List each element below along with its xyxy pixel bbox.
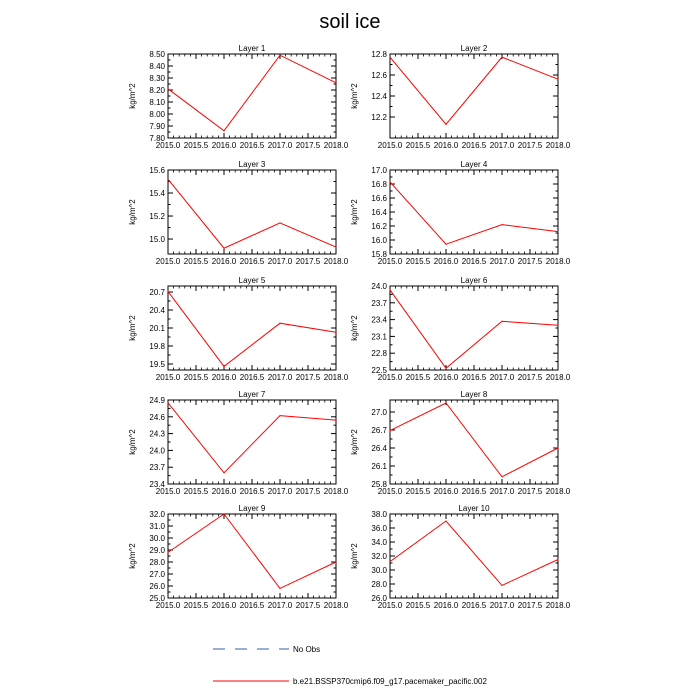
- y-axis-label: kg/m^2: [128, 83, 137, 109]
- x-tick-label: 2016.0: [433, 373, 459, 382]
- x-tick-label: 2017.5: [295, 141, 321, 150]
- panel-title: Layer 5: [238, 276, 266, 285]
- series-line: [168, 514, 336, 588]
- y-tick-label: 8.30: [149, 74, 165, 83]
- y-tick-label: 19.8: [149, 342, 165, 351]
- x-tick-label: 2017.5: [295, 601, 321, 610]
- x-tick-label: 2016.0: [211, 373, 237, 382]
- y-axis-label: kg/m^2: [128, 315, 137, 341]
- series-line: [390, 57, 558, 124]
- data-point: [389, 289, 390, 290]
- x-tick-label: 2015.0: [155, 601, 181, 610]
- y-tick-label: 24.0: [149, 446, 165, 456]
- y-tick-label: 28.0: [371, 580, 387, 589]
- data-point: [335, 420, 336, 421]
- y-tick-label: 36.0: [371, 524, 387, 533]
- y-tick-label: 30.0: [149, 534, 165, 543]
- x-tick-label: 2015.0: [155, 373, 181, 382]
- data-point: [389, 181, 390, 182]
- y-tick-label: 20.1: [149, 324, 165, 333]
- data-point: [501, 321, 502, 322]
- x-tick-label: 2016.5: [461, 601, 487, 610]
- x-tick-label: 2017.5: [295, 487, 321, 496]
- y-tick-label: 7.80: [149, 134, 165, 143]
- x-tick-label: 2015.0: [155, 487, 181, 496]
- y-tick-label: 12.8: [371, 50, 387, 59]
- y-tick-label: 32.0: [371, 552, 387, 561]
- x-tick-label: 2016.5: [461, 257, 487, 266]
- y-tick-label: 26.4: [371, 444, 387, 453]
- data-point: [223, 248, 224, 249]
- y-tick-label: 17.0: [371, 166, 387, 175]
- x-tick-label: 2018.0: [323, 257, 349, 266]
- y-tick-label: 23.4: [371, 315, 387, 325]
- y-tick-label: 22.8: [371, 349, 387, 359]
- data-point: [223, 472, 224, 473]
- y-tick-label: 29.0: [149, 546, 165, 555]
- x-tick-label: 2018.0: [545, 487, 571, 496]
- panel-title: Layer 4: [460, 160, 488, 169]
- data-point: [223, 366, 224, 367]
- plot-frame: [390, 170, 558, 254]
- data-point: [557, 447, 558, 448]
- y-tick-label: 12.2: [371, 113, 387, 122]
- x-tick-label: 2015.5: [405, 257, 431, 266]
- y-tick-label: 12.4: [371, 92, 387, 101]
- data-point: [501, 57, 502, 58]
- plot-frame: [168, 54, 336, 138]
- data-point: [335, 332, 336, 333]
- x-tick-label: 2017.0: [267, 373, 293, 382]
- panel-layer-2: [350, 44, 571, 150]
- y-tick-label: 16.4: [371, 208, 387, 217]
- x-tick-label: 2017.0: [489, 601, 515, 610]
- x-tick-label: 2018.0: [323, 601, 349, 610]
- y-tick-label: 16.6: [371, 194, 387, 203]
- y-tick-label: 8.50: [149, 50, 165, 59]
- x-tick-label: 2018.0: [323, 373, 349, 382]
- panel-title: Layer 8: [460, 390, 488, 399]
- plot-frame: [390, 514, 558, 598]
- data-point: [279, 323, 280, 324]
- plot-frame: [168, 514, 336, 598]
- series-line: [168, 55, 336, 131]
- data-point: [389, 430, 390, 431]
- data-point: [445, 124, 446, 125]
- x-tick-label: 2017.0: [267, 487, 293, 496]
- y-tick-label: 38.0: [371, 510, 387, 519]
- panel-layer-3: [128, 160, 349, 266]
- y-axis-label: kg/m^2: [350, 543, 359, 569]
- figure-title: soil ice: [319, 11, 381, 33]
- data-point: [389, 561, 390, 562]
- y-tick-label: 24.3: [149, 429, 165, 439]
- y-axis-label: kg/m^2: [128, 199, 137, 225]
- x-tick-label: 2015.5: [183, 257, 209, 266]
- x-tick-label: 2018.0: [545, 257, 571, 266]
- data-point: [279, 55, 280, 56]
- y-tick-label: 8.10: [149, 98, 165, 107]
- data-point: [223, 513, 224, 514]
- y-tick-label: 26.1: [371, 462, 387, 471]
- x-tick-label: 2015.0: [155, 141, 181, 150]
- x-tick-label: 2015.5: [183, 601, 209, 610]
- y-tick-label: 26.0: [149, 582, 165, 591]
- x-tick-label: 2015.5: [405, 601, 431, 610]
- data-point: [167, 552, 168, 553]
- data-point: [167, 179, 168, 180]
- x-tick-label: 2018.0: [545, 373, 571, 382]
- y-tick-label: 8.20: [149, 86, 165, 95]
- y-axis-label: kg/m^2: [350, 429, 359, 455]
- x-tick-label: 2016.0: [211, 257, 237, 266]
- data-point: [445, 402, 446, 403]
- x-tick-label: 2015.0: [377, 373, 403, 382]
- x-tick-label: 2016.5: [239, 487, 265, 496]
- y-axis-label: kg/m^2: [350, 315, 359, 341]
- data-point: [557, 231, 558, 232]
- y-tick-label: 16.0: [371, 236, 387, 245]
- series-line: [390, 290, 558, 368]
- legend: [213, 645, 487, 686]
- x-tick-label: 2017.0: [267, 141, 293, 150]
- plot-frame: [390, 54, 558, 138]
- y-tick-label: 23.4: [149, 480, 165, 489]
- data-point: [167, 402, 168, 403]
- y-tick-label: 20.7: [149, 288, 165, 297]
- y-tick-label: 22.5: [371, 366, 387, 375]
- panel-title: Layer 2: [460, 44, 488, 53]
- x-tick-label: 2015.5: [405, 373, 431, 382]
- panel-layer-8: [350, 390, 571, 496]
- y-tick-label: 34.0: [371, 538, 387, 547]
- data-point: [335, 561, 336, 562]
- y-tick-label: 27.0: [149, 570, 165, 579]
- panel-layer-10: [350, 504, 571, 610]
- y-tick-label: 25.0: [149, 594, 165, 603]
- y-axis-label: kg/m^2: [350, 199, 359, 225]
- x-tick-label: 2016.0: [433, 257, 459, 266]
- panel-title: Layer 9: [238, 504, 266, 513]
- x-tick-label: 2015.0: [377, 601, 403, 610]
- series-line: [168, 291, 336, 366]
- panel-layer-9: [128, 504, 349, 610]
- y-tick-label: 24.6: [149, 412, 165, 422]
- x-tick-label: 2015.0: [377, 487, 403, 496]
- y-tick-label: 15.0: [149, 235, 165, 245]
- y-tick-label: 23.1: [371, 332, 387, 342]
- x-tick-label: 2017.0: [489, 487, 515, 496]
- y-tick-label: 12.6: [371, 71, 387, 80]
- x-tick-label: 2017.5: [517, 141, 543, 150]
- x-tick-label: 2018.0: [545, 141, 571, 150]
- y-tick-label: 27.0: [371, 408, 387, 417]
- x-tick-label: 2016.5: [461, 487, 487, 496]
- data-point: [501, 476, 502, 477]
- series-line: [168, 403, 336, 473]
- y-tick-label: 19.5: [149, 360, 165, 369]
- data-point: [279, 588, 280, 589]
- y-axis-label: kg/m^2: [350, 83, 359, 109]
- x-tick-label: 2016.5: [461, 373, 487, 382]
- data-point: [501, 585, 502, 586]
- plot-frame: [390, 400, 558, 484]
- panel-title: Layer 3: [238, 160, 266, 169]
- x-tick-label: 2017.0: [489, 257, 515, 266]
- data-point: [557, 325, 558, 326]
- plot-frame: [168, 400, 336, 484]
- legend-label-series: b.e21.BSSP370cmip6.f09_g17.pacemaker_pacific.002: [293, 677, 487, 686]
- panel-layer-6: [350, 276, 571, 382]
- x-tick-label: 2016.0: [211, 141, 237, 150]
- y-tick-label: 25.8: [371, 480, 387, 489]
- data-point: [223, 130, 224, 131]
- y-axis-label: kg/m^2: [128, 429, 137, 455]
- y-tick-label: 32.0: [149, 510, 165, 519]
- x-tick-label: 2018.0: [323, 141, 349, 150]
- y-tick-label: 26.7: [371, 426, 387, 435]
- panels: [128, 44, 571, 610]
- x-tick-label: 2015.5: [183, 487, 209, 496]
- data-point: [335, 246, 336, 247]
- x-tick-label: 2018.0: [323, 487, 349, 496]
- x-tick-label: 2017.0: [489, 373, 515, 382]
- x-tick-label: 2015.0: [377, 141, 403, 150]
- x-tick-label: 2017.0: [489, 141, 515, 150]
- x-tick-label: 2015.0: [155, 257, 181, 266]
- y-tick-label: 31.0: [149, 522, 165, 531]
- x-tick-label: 2016.0: [433, 141, 459, 150]
- y-tick-label: 16.2: [371, 222, 387, 231]
- panel-title: Layer 10: [458, 504, 490, 513]
- x-tick-label: 2017.0: [267, 601, 293, 610]
- data-point: [279, 222, 280, 223]
- x-tick-label: 2016.5: [461, 141, 487, 150]
- x-tick-label: 2015.5: [183, 141, 209, 150]
- series-line: [390, 182, 558, 244]
- x-tick-label: 2015.0: [377, 257, 403, 266]
- x-tick-label: 2018.0: [545, 601, 571, 610]
- x-tick-label: 2017.5: [295, 257, 321, 266]
- y-tick-label: 24.9: [149, 396, 165, 405]
- y-tick-label: 24.0: [371, 282, 387, 291]
- x-tick-label: 2016.0: [433, 487, 459, 496]
- data-point: [501, 224, 502, 225]
- y-tick-label: 15.4: [149, 189, 165, 199]
- x-tick-label: 2017.5: [517, 257, 543, 266]
- x-tick-label: 2015.5: [405, 141, 431, 150]
- panel-title: Layer 7: [238, 390, 266, 399]
- y-tick-label: 16.8: [371, 180, 387, 189]
- y-tick-label: 8.40: [149, 62, 165, 71]
- data-point: [445, 244, 446, 245]
- y-tick-label: 15.8: [371, 250, 387, 259]
- x-tick-label: 2016.5: [239, 601, 265, 610]
- x-tick-label: 2016.5: [239, 257, 265, 266]
- data-point: [167, 291, 168, 292]
- x-tick-label: 2016.5: [239, 373, 265, 382]
- data-point: [445, 368, 446, 369]
- y-tick-label: 8.00: [149, 110, 165, 119]
- series-line: [390, 403, 558, 477]
- x-tick-label: 2017.5: [295, 373, 321, 382]
- data-point: [557, 559, 558, 560]
- x-tick-label: 2016.5: [239, 141, 265, 150]
- x-tick-label: 2017.5: [517, 373, 543, 382]
- panel-layer-4: [350, 160, 571, 266]
- data-point: [557, 79, 558, 80]
- panel-title: Layer 1: [238, 44, 266, 53]
- y-tick-label: 15.6: [149, 166, 165, 175]
- series-line: [390, 521, 558, 585]
- panel-layer-5: [128, 276, 349, 382]
- panel-layer-1: [128, 44, 349, 150]
- y-tick-label: 23.7: [149, 463, 165, 473]
- x-tick-label: 2016.0: [433, 601, 459, 610]
- x-tick-label: 2016.0: [211, 487, 237, 496]
- y-tick-label: 23.7: [371, 298, 387, 308]
- x-tick-label: 2017.5: [517, 601, 543, 610]
- plot-frame: [390, 286, 558, 370]
- y-tick-label: 15.2: [149, 212, 165, 222]
- x-tick-label: 2015.5: [183, 373, 209, 382]
- data-point: [445, 520, 446, 521]
- y-tick-label: 30.0: [371, 566, 387, 575]
- y-tick-label: 20.4: [149, 306, 165, 315]
- y-axis-label: kg/m^2: [128, 543, 137, 569]
- y-tick-label: 26.0: [371, 594, 387, 603]
- x-tick-label: 2015.5: [405, 487, 431, 496]
- data-point: [279, 415, 280, 416]
- panel-title: Layer 6: [460, 276, 488, 285]
- y-tick-label: 7.90: [149, 122, 165, 131]
- data-point: [335, 82, 336, 83]
- panel-layer-7: [128, 390, 349, 496]
- data-point: [167, 88, 168, 89]
- x-tick-label: 2016.0: [211, 601, 237, 610]
- x-tick-label: 2017.0: [267, 257, 293, 266]
- data-point: [389, 57, 390, 58]
- plot-frame: [168, 170, 336, 254]
- series-line: [168, 179, 336, 248]
- y-tick-label: 28.0: [149, 558, 165, 567]
- legend-label-no-obs: No Obs: [293, 645, 321, 654]
- x-tick-label: 2017.5: [517, 487, 543, 496]
